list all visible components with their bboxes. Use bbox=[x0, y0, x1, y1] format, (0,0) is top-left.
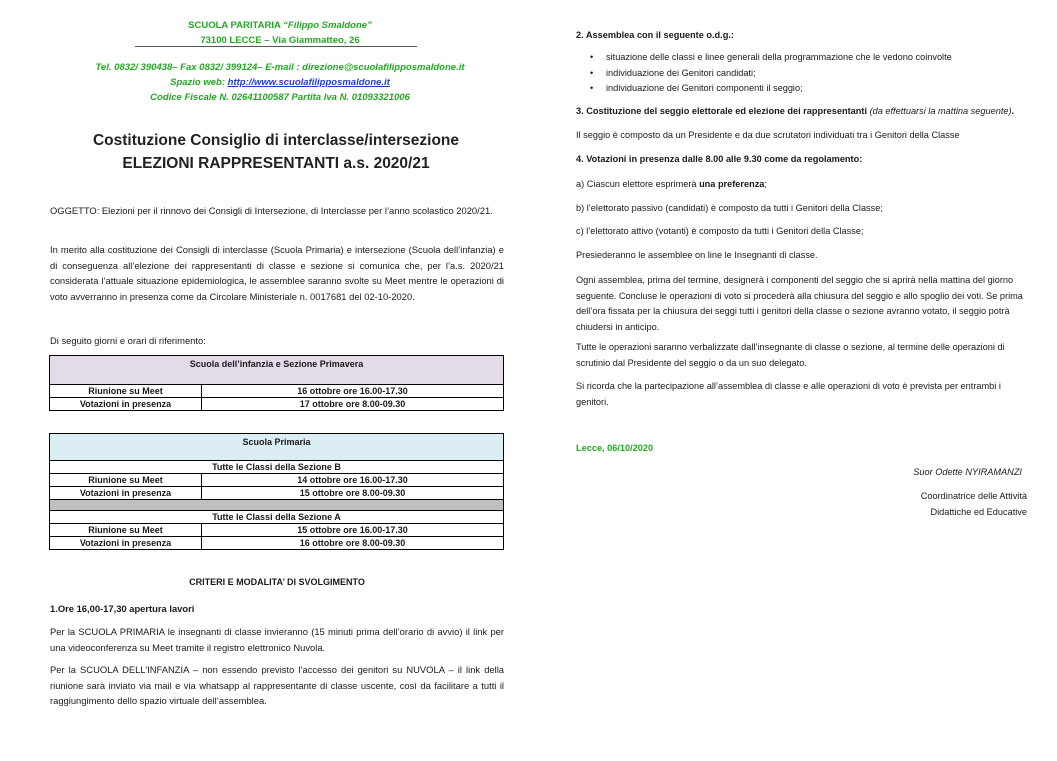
intro-paragraph: In merito alla costituzione dei Consigli di interclasse (Scuola Primaria) e intersezione (Scuola dell’infanzia) e di conseguenza all’elezione dei rappresentanti di classe e sezione si comunica che, per l’a.s. 2020/21 considerata l’attuale situazione epidemiologica, le assemblee saranno svolte su Meet mentre le operazioni di voto avverranno in presenza come da Circolare Ministeriale n. 0017681 del 02-10-2020. bbox=[50, 244, 504, 302]
list-item: • individuazione dei Genitori candidati; bbox=[606, 66, 1026, 82]
section-b-header: Tutte le Classi della Sezione B bbox=[50, 461, 504, 474]
tutte-paragraph: Tutte le operazioni saranno verbalizzate dall’insegnante di classe o sezione, al termine delle operazioni di scrutinio dal Presidente del seggio o da un suo delegato. bbox=[576, 342, 1005, 368]
table-row bbox=[50, 487, 504, 500]
infanzia-paragraph: Per la SCUOLA DELL’INFANZIA – non essendo previsto l’accesso dei genitori su NUVOLA – il link della riunione sarà inviato via mail e via whatsapp al rappresentante di classe uscente, così da facilitare a tutti il raggiungimento dello spazio virtuale dell’assemblea. bbox=[50, 664, 504, 706]
table-header: Scuola Primaria bbox=[50, 434, 504, 461]
criteri-heading: CRITERI E MODALITA’ DI SVOLGIMENTO bbox=[189, 577, 365, 587]
row-value: 17 ottobre ore 8.00-09.30 bbox=[202, 398, 504, 411]
doc-title-line1: Costituzione Consiglio di interclasse/intersezione bbox=[92, 132, 460, 149]
step3-heading bbox=[576, 104, 1026, 120]
row-label: Votazioni in presenza bbox=[50, 398, 202, 411]
row-value: 16 ottobre ore 16.00-17.30 bbox=[202, 385, 504, 398]
table-row bbox=[50, 474, 504, 487]
signer-name: Suor Odette NYIRAMANZI bbox=[913, 467, 1022, 477]
signer-role-line1: Coordinatrice delle Attività bbox=[920, 491, 1027, 501]
row-label: Votazioni in presenza bbox=[50, 537, 202, 550]
list-item: • situazione delle classi e linee generali della programmazione che le vedono coinvolte bbox=[606, 50, 1026, 66]
presiederanno-text: Presiederanno le assemblee on line le Insegnanti di classe. bbox=[576, 250, 818, 260]
ogni-paragraph: Ogni assemblea, prima del termine, designerà i componenti del seggio che si aprirà nella mattina del giorno seguente. Concluse le operazioni di voto si procederà alla chiusura del seggio e allo spoglio dei voti. Se prima dell’ora fissata per la chiusura dei seggi tutti i genitori della classe o sezione avranno votato, il seggio potrà chiudersi in anticipo. bbox=[576, 275, 1023, 332]
row-value: 16 ottobre ore 8.00-09.30 bbox=[202, 537, 504, 550]
seggio-paragraph: Il seggio è composto da un Presidente e da due scrutatori individuati tra i Genitori della Classe bbox=[576, 130, 960, 140]
row-label: Votazioni in presenza bbox=[50, 487, 202, 500]
rule-a-bold: una preferenza bbox=[699, 179, 765, 189]
list-item: • individuazione dei Genitori componenti il seggio; bbox=[606, 81, 1026, 97]
document-date: Lecce, 06/10/2020 bbox=[576, 443, 654, 453]
school-contacts: Tel. 0832/ 390438– Fax 0832/ 399124– E-mail : direzione@scuolafilipposmaldone.it bbox=[95, 62, 465, 73]
step4-heading: 4. Votazioni in presenza dalle 8.00 alle 9.30 come da regolamento: bbox=[576, 154, 863, 164]
row-value: 15 ottobre ore 16.00-17.30 bbox=[202, 524, 504, 537]
rule-a-post: ; bbox=[764, 179, 767, 189]
school-label: SCUOLA PARITARIA bbox=[188, 20, 284, 31]
rule-a bbox=[576, 177, 1026, 193]
table-header: Scuola dell’infanzia e Sezione Primavera bbox=[50, 356, 504, 385]
table-row bbox=[50, 385, 504, 398]
doc-title-line2: ELEZIONI RAPPRESENTANTI a.s. 2020/21 bbox=[122, 155, 430, 172]
header-divider bbox=[135, 46, 417, 47]
signer-role-line2: Didattiche ed Educative bbox=[930, 507, 1027, 517]
step2-heading: 2. Assemblea con il seguente o.d.g.: bbox=[576, 30, 734, 40]
table-primaria bbox=[49, 433, 504, 550]
step1-heading: 1.Ore 16,00-17,30 apertura lavori bbox=[50, 603, 195, 614]
ricorda-paragraph: Si ricorda che la partecipazione all’assemblea di classe e alle operazioni di voto è prevista per entrambi i genitori. bbox=[576, 381, 1001, 407]
table-row bbox=[50, 537, 504, 550]
school-header bbox=[0, 20, 560, 31]
primaria-paragraph: Per la SCUOLA PRIMARIA le insegnanti di classe invieranno (15 minuti prima dell’orario di avvio) il link per una videoconferenza su Meet tramite il registro elettronico Nuvola. bbox=[50, 626, 504, 653]
rule-c: c) l’elettorato attivo (votanti) è composto da tutti i Genitori della Classe; bbox=[576, 226, 864, 236]
rule-b: b) l’elettorato passivo (candidati) è composto da tutti i Genitori della Classe; bbox=[576, 203, 883, 213]
step3-note: (da effettuarsi la mattina seguente) bbox=[867, 106, 1012, 116]
school-fiscal: Codice Fiscale N. 02641100587 Partita Iva N. 01093321006 bbox=[150, 92, 410, 103]
section-a-header: Tutte le Classi della Sezione A bbox=[50, 511, 504, 524]
row-label: Riunione su Meet bbox=[50, 385, 202, 398]
table-infanzia bbox=[49, 355, 504, 411]
table-separator bbox=[50, 500, 504, 511]
row-label: Riunione su Meet bbox=[50, 524, 202, 537]
step3-end: . bbox=[1011, 106, 1015, 116]
riferimento-text: Di seguito giorni e orari di riferimento: bbox=[50, 335, 206, 346]
table-row bbox=[50, 398, 504, 411]
web-link[interactable]: http://www.scuolafilipposmaldone.it bbox=[227, 77, 390, 88]
oggetto-paragraph: OGGETTO: Elezioni per il rinnovo dei Consigli di Intersezione, di Interclasse per l’anno scolastico 2020/21. bbox=[50, 205, 493, 216]
school-address: 73100 LECCE – Via Giammatteo, 26 bbox=[200, 35, 360, 46]
web-label: Spazio web: bbox=[170, 77, 228, 88]
table-row bbox=[50, 524, 504, 537]
row-label: Riunione su Meet bbox=[50, 474, 202, 487]
odg-list bbox=[576, 50, 1026, 97]
step3-text: 3. Costituzione del seggio elettorale ed elezione dei rappresentanti bbox=[576, 106, 868, 116]
school-web bbox=[0, 77, 560, 88]
rule-a-pre: a) Ciascun elettore esprimerà bbox=[576, 179, 700, 189]
school-name: “Filippo Smaldone” bbox=[283, 20, 372, 31]
row-value: 14 ottobre ore 16.00-17.30 bbox=[202, 474, 504, 487]
row-value: 15 ottobre ore 8.00-09.30 bbox=[202, 487, 504, 500]
